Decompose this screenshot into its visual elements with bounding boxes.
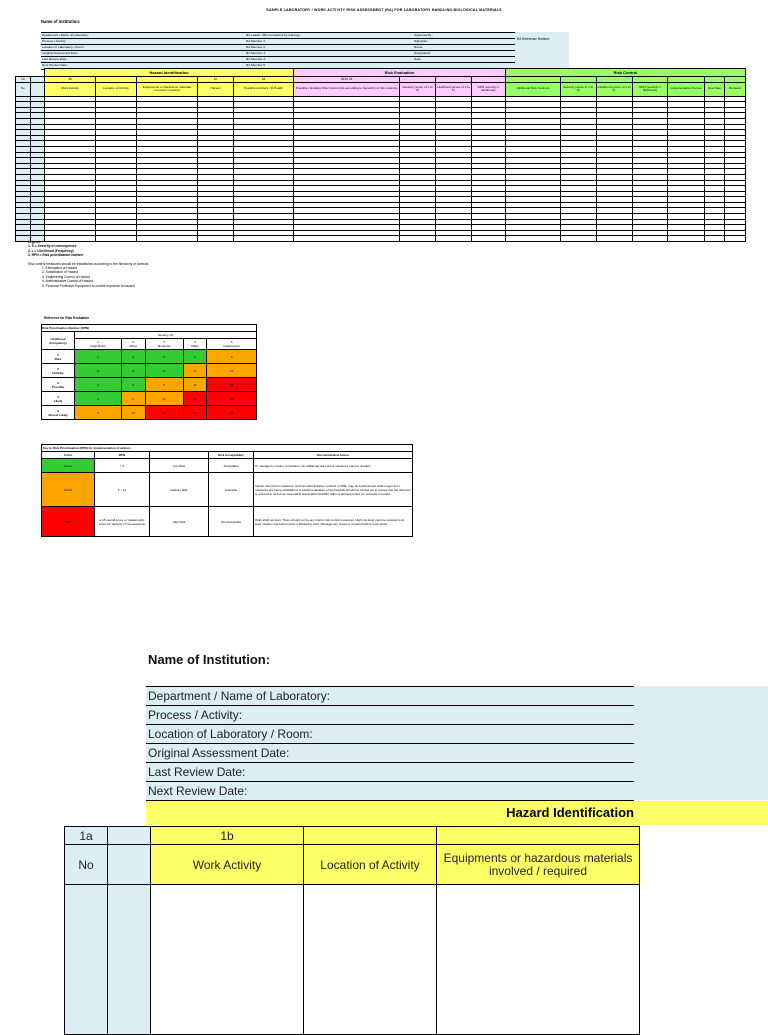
control-item: 5. Personal Protective Equipment to control exposure to hazard <box>42 283 135 288</box>
severity-level-label: Minor <box>129 344 137 348</box>
col-severity-2: Severity (score of 1 to 5) <box>560 82 596 96</box>
rpn-cell: 15 <box>145 406 183 420</box>
zoom-col-location: Location of Activity <box>304 845 437 885</box>
zoom-field-last-review[interactable]: Last Review Date: <box>146 763 634 782</box>
matrix-body <box>42 350 257 420</box>
field-process[interactable]: Process / Activity: <box>41 39 245 45</box>
ra-cell[interactable] <box>725 236 746 242</box>
likelihood-label: Likelihood (Frequency) <box>42 332 75 350</box>
ra-cell[interactable] <box>505 236 560 242</box>
rpn-cell: 10 <box>207 364 257 378</box>
likelihood-number: 4 <box>57 394 59 399</box>
likelihood-level-label: Rare <box>54 356 62 361</box>
severity-number: 5 <box>230 340 233 344</box>
zoom-table <box>64 826 640 1035</box>
key-header-action: Recommended Action <box>254 452 413 459</box>
ra-cell[interactable] <box>435 236 471 242</box>
code-1b: 1b <box>44 77 95 83</box>
key-risk: Medium Risk <box>150 473 209 507</box>
matrix-table-title: Risk Prioritisation Number (RPN) <box>42 325 257 332</box>
zoom-field-process[interactable]: Process / Activity: <box>146 706 634 725</box>
key-rpn: 5 – 12 <box>95 473 150 507</box>
likelihood-level-label: Unlikely <box>52 370 64 375</box>
likelihood-row-header <box>42 364 75 378</box>
field-ra-member-4[interactable]: RA Member 4: <box>245 57 413 63</box>
rpn-key-table <box>41 444 413 537</box>
control-item: 3. Engineering Control of Hazard <box>42 274 91 279</box>
ra-cell[interactable] <box>668 236 704 242</box>
key-color-amber: Amber <box>42 473 95 507</box>
zoom-code-1a: 1a <box>65 827 108 845</box>
control-item: 4. Administrative Control of Hazard <box>42 279 93 284</box>
likelihood-row-header <box>42 392 75 406</box>
key-header-color: Color <box>42 452 95 459</box>
field-name[interactable]: Name: <box>413 45 515 51</box>
legend-item: 1. S = Severity of consequence <box>28 244 77 249</box>
institution-label: Name of Institution: <box>41 19 81 24</box>
rpn-cell: 12 <box>183 378 207 392</box>
matrix-section-title: Reference for Risk Evaluation <box>44 316 90 320</box>
zoom-institution-label: Name of Institution: <box>148 652 271 667</box>
severity-col-header <box>207 339 257 350</box>
likelihood-number: 1 <box>57 352 59 357</box>
key-title: Key to Risk Prioritisation (RPN) for implementation of actions <box>42 445 413 452</box>
key-color-red: Red <box>42 507 95 537</box>
field-ra-member-2[interactable]: RA Member 2: <box>245 45 413 51</box>
ra-reference-label: RA Reference Number: <box>517 37 550 41</box>
matrix-row <box>42 350 257 364</box>
zoom-cell[interactable] <box>304 885 437 1035</box>
likelihood-level-label: Likely <box>53 398 63 403</box>
rpn-cell: 15 <box>207 378 257 392</box>
severity-number: 4 <box>194 340 196 344</box>
field-signature[interactable]: Signature: <box>413 39 515 45</box>
control-item: 1. Elimination of Hazard <box>42 266 78 271</box>
zoom-field-department[interactable]: Department / Name of Laboratory: <box>146 686 634 706</box>
col-rpn-1: RPN (severity x likelihood) <box>471 82 505 96</box>
col-existing-control: Possible / Existing Risk Control (list according to hierarchy of risk controls) <box>294 82 400 96</box>
zoom-field-original-date[interactable]: Original Assessment Date: <box>146 744 634 763</box>
likelihood-number: 3 <box>57 380 59 385</box>
rpn-cell: 5 <box>207 350 257 364</box>
field-approved-by[interactable]: Approved By: <box>413 33 515 39</box>
rpn-cell: 2 <box>121 350 145 364</box>
key-risk: Low Risk <box>150 459 209 473</box>
rpn-cell: 6 <box>145 364 183 378</box>
ra-cell[interactable] <box>632 236 668 242</box>
matrix-row <box>42 378 257 392</box>
zoom-col-work-activity: Work Activity <box>151 845 304 885</box>
col-equipment: Equipments or hazardous materials involved / required <box>137 82 198 96</box>
rpn-cell: 2 <box>75 364 122 378</box>
col-implementation-person: Implementation Person <box>668 82 704 96</box>
legend-item: 2. L = Likelihood (Frequency) <box>28 248 74 253</box>
severity-label: Severity (S) <box>75 332 257 339</box>
col-possible-accident: Possible Accident / Ill-Health <box>233 82 293 96</box>
rpn-cell: 4 <box>183 350 207 364</box>
field-ra-member-5[interactable]: RA Member 5: <box>245 63 413 69</box>
severity-col-header <box>121 339 145 350</box>
col-likelihood-2: Likelihood (score of 1 to 5) <box>596 82 632 96</box>
severity-level-label: Major <box>191 344 199 348</box>
field-date[interactable]: Date: <box>413 57 515 63</box>
zoom-cell[interactable] <box>151 885 304 1035</box>
rpn-cell: 9 <box>145 378 183 392</box>
rpn-cell: 4 <box>75 392 122 406</box>
key-rpn: ≥ 15 overall score or Catastrophic score for Severity of Consequence <box>95 507 150 537</box>
ra-cell[interactable] <box>294 236 400 242</box>
col-no: No <box>16 82 31 96</box>
ra-reference-box <box>515 32 569 68</box>
severity-col-header <box>145 339 183 350</box>
matrix-row <box>42 364 257 378</box>
key-color-green: Green <box>42 459 95 473</box>
col-hazard: Hazard <box>197 82 233 96</box>
key-acceptability: Acceptable <box>209 459 254 473</box>
controls-intro: Risk control measures should be established according to the hierarchy of controls <box>28 261 149 266</box>
ra-cell[interactable] <box>704 236 724 242</box>
likelihood-level-label: Possible <box>51 384 65 389</box>
ra-table-body <box>16 96 746 241</box>
document-title: SAMPLE LABORATORY / WORK ACTIVITY RISK ASSESSMENT (RA) FOR LABORATORY HANDLING BIOLOGICAL MATERIALS <box>266 8 502 12</box>
col-location: Location of Activity <box>95 82 137 96</box>
rpn-cell: 3 <box>145 350 183 364</box>
zoom-cell[interactable] <box>65 885 108 1035</box>
rpn-cell: 4 <box>121 364 145 378</box>
rpn-cell: 25 <box>207 406 257 420</box>
key-header-rpn: RPN <box>95 452 150 459</box>
code-1d: 1d <box>233 77 293 83</box>
rpn-cell: 8 <box>121 392 145 406</box>
code-1a: 1a <box>16 77 31 83</box>
code-1c: 1c <box>197 77 233 83</box>
likelihood-number: 2 <box>57 366 59 371</box>
rpn-cell: 3 <box>75 378 122 392</box>
header-fields-middle <box>245 32 413 69</box>
severity-col-header <box>75 339 122 350</box>
zoom-cell[interactable] <box>437 885 640 1035</box>
field-ra-member-1[interactable]: RA Member 1: <box>245 39 413 45</box>
zoom-field-location[interactable]: Location of Laboratory / Room: <box>146 725 634 744</box>
rpn-cell: 10 <box>121 406 145 420</box>
field-ra-leader[interactable]: RA Leader: (BA Competent by training) <box>245 33 413 39</box>
field-next-review[interactable]: Next Review Date: <box>41 63 245 69</box>
rpn-cell: 20 <box>183 406 207 420</box>
legend-block <box>28 240 148 288</box>
field-original-date[interactable]: Original Assessment Date: <box>41 51 245 57</box>
field-designation[interactable]: Designation: <box>413 51 515 57</box>
col-rpn-2: RPN (severity x likelihood) <box>632 82 668 96</box>
likelihood-row-header <box>42 350 75 364</box>
rpn-cell: 8 <box>183 364 207 378</box>
severity-number: 1 <box>97 340 99 344</box>
section-hazard-identification: Hazard Identification <box>44 69 293 77</box>
matrix-row <box>42 406 257 420</box>
ra-cell[interactable] <box>197 236 233 242</box>
ra-cell[interactable] <box>471 236 505 242</box>
field-department[interactable]: Department / Name of Laboratory: <box>41 33 245 39</box>
ra-cell[interactable] <box>560 236 596 242</box>
ra-cell[interactable] <box>400 236 436 242</box>
header-fields-left <box>41 32 245 69</box>
col-severity-1: Severity (score of 1 to 5) <box>400 82 436 96</box>
zoom-col-equipment: Equipments or hazardous materials involved / required <box>437 845 640 885</box>
key-action: Interim risk control measures, such as administrative controls or PPE, may be implemented while longer term measures are being established. A careful evaluation of the hazards should be carried out to ensure that the risk level is reduced to as low as reasonably practicable (ALARP) within a defined period, for example 3 months. <box>254 473 413 507</box>
field-location[interactable]: Location of Laboratory / Room: <box>41 45 245 51</box>
key-acceptability: Not acceptable <box>209 507 254 537</box>
severity-level-label: Catastrophic <box>223 344 241 348</box>
key-acceptability: Tolerable <box>209 473 254 507</box>
ra-cell[interactable] <box>233 236 293 242</box>
key-rpn: < 5 <box>95 459 150 473</box>
key-header-acceptability: Risk Acceptability <box>209 452 254 459</box>
zoom-field-next-review[interactable]: Next Review Date: <box>146 782 634 801</box>
col-work-activity: Work Activity <box>44 82 95 96</box>
zoom-hazard-band <box>146 801 768 825</box>
likelihood-level-label: Almost Likely <box>48 412 68 417</box>
key-risk: High Risk <box>150 507 209 537</box>
rpn-cell: 5 <box>75 406 122 420</box>
rpn-matrix <box>41 324 257 420</box>
section-risk-control: Risk Control <box>505 69 745 77</box>
zoom-col-no: No <box>65 845 108 885</box>
zoomed-detail <box>0 630 768 1024</box>
rpn-cell: 16 <box>183 392 207 406</box>
rpn-cell: 12 <box>145 392 183 406</box>
severity-level-label: Insignificant <box>90 344 106 348</box>
zoom-cell[interactable] <box>108 885 151 1035</box>
section-risk-evaluation: Risk Evaluation <box>294 69 506 77</box>
likelihood-number: 5 <box>57 408 59 413</box>
header-info-block <box>41 32 569 68</box>
header-fields-right <box>413 32 515 69</box>
col-likelihood-1: Likelihood (score of 1 to 5) <box>435 82 471 96</box>
control-item: 2. Substitution of Hazard <box>42 270 79 275</box>
legend-title: Legend: <box>28 240 41 244</box>
risk-assessment-table <box>15 68 746 242</box>
rpn-cell: 20 <box>207 392 257 406</box>
col-additional-controls: Additional Risk Controls <box>505 82 560 96</box>
rpn-cell: 1 <box>75 350 122 364</box>
field-last-review[interactable]: Last Review Date: <box>41 57 245 63</box>
zoom-header-fields <box>146 686 768 801</box>
col-due-date: Due Date <box>704 82 724 96</box>
ra-cell[interactable] <box>596 236 632 242</box>
field-ra-member-3[interactable]: RA Member 3: <box>245 51 413 57</box>
matrix-row <box>42 392 257 406</box>
key-action: To manage by routine procedures. No additional risk control measures may be needed. <box>254 459 413 473</box>
severity-level-label: Moderate <box>157 344 171 348</box>
key-action: Work shall not start. There should not be any interim risk control measures. High risk level must be reduced to at least medium risk before work is allowed to start. Management review is required before work starts. <box>254 507 413 537</box>
severity-number: 3 <box>163 340 165 344</box>
zoom-hazard-title: Hazard Identification <box>506 805 634 820</box>
legend-item: 3. RPN = Risk prioritisation number <box>28 253 84 258</box>
likelihood-row-header <box>42 406 75 420</box>
col-remarks: Remarks <box>725 82 746 96</box>
severity-number: 2 <box>132 340 135 344</box>
code-2a-2e: 2a to 2e <box>294 77 400 83</box>
rpn-cell: 6 <box>121 378 145 392</box>
zoom-code-1b: 1b <box>151 827 304 845</box>
likelihood-row-header <box>42 378 75 392</box>
severity-header-row <box>42 339 257 350</box>
severity-col-header <box>183 339 207 350</box>
